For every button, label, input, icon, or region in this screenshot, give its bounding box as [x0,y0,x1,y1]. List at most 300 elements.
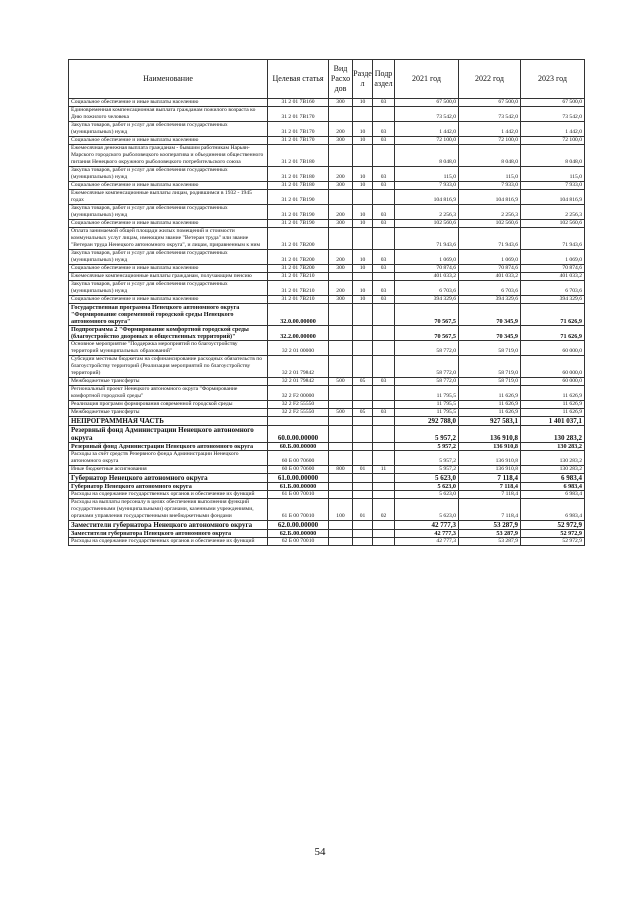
row-target-article: 31 2 01 7В210 [268,281,329,296]
row-expense-type [329,401,353,409]
row-expense-type [329,107,353,122]
table-row [69,145,585,167]
row-value-2022: 58 719,0 [459,356,521,378]
row-subsection [373,483,395,491]
table-row [69,265,585,273]
row-value-2023: 130 283,2 [521,451,585,466]
row-value-2021: 5 623,0 [395,483,459,491]
row-value-2023: 6 983,4 [521,474,585,483]
row-name: Межбюджетные трансферты [69,409,268,417]
row-name: Субсидии местным бюджетам на софинансирование расходных обязательств по благоустройству территорий (Реализация мероприятий по благоустройству территорий) [69,356,268,378]
row-target-article: 31 2 01 7В190 [268,205,329,220]
row-value-2023: 130 283,2 [521,426,585,443]
row-value-2022: 58 719,0 [459,341,521,356]
row-name: Социальное обеспечение и иные выплаты населению [69,265,268,273]
row-value-2021: 394 329,6 [395,296,459,304]
row-target-article: 31 2 01 7В210 [268,296,329,304]
row-expense-type [329,228,353,250]
row-section: 10 [353,265,373,273]
row-expense-type: 300 [329,296,353,304]
row-subsection: 03 [373,99,395,107]
row-subsection [373,107,395,122]
row-value-2023: 6 983,4 [521,483,585,491]
row-subsection: 02 [373,499,395,521]
row-name: Реализация программ формирования современной городской среды [69,401,268,409]
row-value-2021: 102 560,6 [395,220,459,228]
row-subsection: 03 [373,378,395,386]
row-expense-type: 200 [329,250,353,265]
row-section: 10 [353,281,373,296]
table-row [69,281,585,296]
row-value-2021: 71 943,6 [395,228,459,250]
row-value-2022: 70 345,9 [459,326,521,341]
row-subsection [373,417,395,426]
row-name: Расходы на содержание государственных органов и обеспечение их функций [69,491,268,499]
header-expense-type: Вид Расхо дов [329,60,353,99]
row-expense-type [329,521,353,530]
row-target-article: 32 2 F2 00000 [268,386,329,401]
row-subsection [373,443,395,451]
row-name: Ежемесячные компенсационные выплаты лицам, родившимся в 1932 - 1945 годах [69,190,268,205]
table-row [69,122,585,137]
row-value-2022: 136 910,8 [459,451,521,466]
table-header-row [69,60,585,99]
row-subsection: 03 [373,409,395,417]
row-name: Закупка товаров, работ и услуг для обеспечения государственных (муниципальных) нужд [69,250,268,265]
row-value-2023: 60 000,0 [521,356,585,378]
table-row [69,491,585,499]
row-subsection: 03 [373,296,395,304]
row-section [353,341,373,356]
row-section [353,521,373,530]
row-target-article: 31 2 01 7В200 [268,265,329,273]
row-value-2023: 1 401 037,1 [521,417,585,426]
row-value-2023: 8 048,0 [521,145,585,167]
row-value-2023: 11 626,9 [521,401,585,409]
row-expense-type: 300 [329,265,353,273]
table-row [69,386,585,401]
row-name: Заместители губернатора Ненецкого автономного округа [69,530,268,538]
row-name: Заместители губернатора Ненецкого автономного округа [69,521,268,530]
row-subsection [373,341,395,356]
row-subsection: 03 [373,265,395,273]
row-value-2023: 104 816,9 [521,190,585,205]
row-section: 10 [353,205,373,220]
row-subsection [373,451,395,466]
row-target-article: 60.0.00.00000 [268,426,329,443]
row-value-2023: 102 560,6 [521,220,585,228]
row-section: 10 [353,137,373,145]
table-row [69,451,585,466]
row-expense-type [329,326,353,341]
row-subsection: 03 [373,205,395,220]
row-value-2022: 7 118,4 [459,483,521,491]
row-expense-type [329,538,353,546]
table-row [69,443,585,451]
row-name: Основное мероприятие "Поддержка мероприятий по благоустройству территорий муниципальных образований" [69,341,268,356]
row-subsection [373,474,395,483]
row-name: Закупка товаров, работ и услуг для обеспечения государственных (муниципальных) нужд [69,205,268,220]
table-row [69,409,585,417]
row-value-2023: 115,0 [521,167,585,182]
row-value-2022: 7 118,4 [459,499,521,521]
table-row [69,401,585,409]
table-row [69,426,585,443]
row-subsection: 03 [373,220,395,228]
row-subsection [373,356,395,378]
row-name: Губернатор Ненецкого автономного округа [69,483,268,491]
row-value-2022: 102 560,6 [459,220,521,228]
row-subsection [373,273,395,281]
header-name: Наименование [69,60,268,99]
header-target-article: Целевая статья [268,60,329,99]
row-section [353,538,373,546]
row-value-2022: 67 500,0 [459,99,521,107]
row-value-2021: 58 772,0 [395,356,459,378]
row-subsection [373,190,395,205]
row-value-2022: 70 874,6 [459,265,521,273]
row-target-article: 62.Б.00.00000 [268,530,329,538]
row-target-article: 32 2 01 79842 [268,356,329,378]
row-value-2022: 53 287,9 [459,521,521,530]
row-value-2021: 70 567,5 [395,326,459,341]
row-expense-type: 200 [329,281,353,296]
row-value-2021: 2 256,3 [395,205,459,220]
row-value-2022: 6 703,6 [459,281,521,296]
row-expense-type [329,451,353,466]
row-value-2022: 136 910,8 [459,426,521,443]
row-expense-type [329,145,353,167]
table-row [69,205,585,220]
row-expense-type: 200 [329,122,353,137]
row-value-2022: 115,0 [459,167,521,182]
table-row [69,466,585,474]
row-value-2022: 7 118,4 [459,474,521,483]
row-value-2021: 42 777,3 [395,530,459,538]
row-section [353,107,373,122]
table-row [69,273,585,281]
row-name: Ежемесячные компенсационные выплаты гражданам, получающим пенсию [69,273,268,281]
row-value-2022: 136 910,8 [459,443,521,451]
row-value-2023: 60 000,0 [521,378,585,386]
table-row [69,483,585,491]
row-value-2022: 1 442,0 [459,122,521,137]
row-value-2023: 130 283,2 [521,466,585,474]
row-name: Региональный проект Ненецкого автономного округа "Формирование комфортной городской среды" [69,386,268,401]
row-target-article: 32 2 F2 55550 [268,401,329,409]
row-value-2023: 71 943,6 [521,228,585,250]
row-subsection: 03 [373,250,395,265]
row-target-article: 32.2.00.00000 [268,326,329,341]
row-section [353,474,373,483]
row-value-2023: 11 626,9 [521,409,585,417]
row-name: Социальное обеспечение и иные выплаты населению [69,182,268,190]
row-subsection [373,521,395,530]
row-target-article: 60 Б 00 70600 [268,466,329,474]
row-name: Иные бюджетные ассигнования [69,466,268,474]
row-subsection [373,491,395,499]
row-value-2023: 52 972,9 [521,530,585,538]
row-target-article: 31 2 01 7В180 [268,182,329,190]
row-target-article: 32.0.00.00000 [268,304,329,326]
page-number: 54 [314,846,326,858]
row-value-2021: 11 795,5 [395,409,459,417]
row-value-2023: 71 626,9 [521,304,585,326]
row-value-2022: 53 287,9 [459,530,521,538]
row-value-2021: 8 048,0 [395,145,459,167]
row-value-2021: 6 703,6 [395,281,459,296]
row-name: НЕПРОГРАММНАЯ ЧАСТЬ [69,417,268,426]
row-target-article: 32 2 01 00000 [268,341,329,356]
row-value-2022: 927 583,1 [459,417,521,426]
row-value-2021: 70 567,5 [395,304,459,326]
row-section [353,304,373,326]
row-value-2022: 2 256,3 [459,205,521,220]
row-value-2021: 5 623,0 [395,499,459,521]
row-section [353,228,373,250]
row-section: 01 [353,466,373,474]
row-expense-type [329,474,353,483]
header-section: Разде л [353,60,373,99]
row-expense-type: 500 [329,409,353,417]
row-value-2022: 73 542,0 [459,107,521,122]
row-name: Расходы на выплаты персоналу в целях обеспечения выполнения функций государственными (муниципальными) органами, казенными учреждениями, органами управления государственными внебюджетными фондами [69,499,268,521]
row-subsection: 03 [373,182,395,190]
table-row [69,521,585,530]
row-section [353,273,373,281]
row-value-2022: 58 719,0 [459,378,521,386]
row-value-2022: 70 345,9 [459,304,521,326]
row-value-2022: 72 100,0 [459,137,521,145]
row-name: Расходы на содержание государственных органов и обеспечение их функций [69,538,268,546]
row-section [353,417,373,426]
row-subsection [373,304,395,326]
row-section [353,190,373,205]
row-expense-type: 800 [329,466,353,474]
row-value-2022: 8 048,0 [459,145,521,167]
row-section: 10 [353,296,373,304]
row-value-2021: 11 795,5 [395,401,459,409]
header-year-2023: 2023 год [521,60,585,99]
budget-table [68,59,585,546]
row-expense-type [329,386,353,401]
row-name: Расходы за счёт средств Резервного фонда Администрации Ненецкого автономного округа [69,451,268,466]
row-expense-type [329,304,353,326]
row-value-2023: 394 329,6 [521,296,585,304]
row-value-2021: 292 788,0 [395,417,459,426]
row-value-2023: 130 283,2 [521,443,585,451]
row-name: Оплата занимаемой общей площади жилых помещений и стоимости коммунальных услуг лицам, имеющим звание "Ветеран труда" или звание "Ветеран труда Ненецкого автономного округа", и лицам, приравненным к ним [69,228,268,250]
row-value-2022: 11 626,9 [459,409,521,417]
row-value-2022: 104 816,9 [459,190,521,205]
row-expense-type [329,417,353,426]
row-value-2023: 52 972,9 [521,538,585,546]
row-expense-type [329,483,353,491]
header-subsection: Подр аздел [373,60,395,99]
table-row [69,341,585,356]
row-value-2021: 5 957,2 [395,426,459,443]
row-name: Государственная программа Ненецкого автономного округа "Формирование современной городской среды Ненецкого автономного округа" [69,304,268,326]
table-row [69,326,585,341]
row-target-article: 32 2 01 79842 [268,378,329,386]
row-target-article: 60.Б.00.00000 [268,443,329,451]
row-value-2021: 70 874,6 [395,265,459,273]
table-row [69,99,585,107]
row-value-2023: 2 256,3 [521,205,585,220]
row-target-article: 60 Б 00 70600 [268,451,329,466]
row-expense-type: 300 [329,137,353,145]
row-value-2021: 58 772,0 [395,378,459,386]
row-section [353,426,373,443]
row-name: Ежемесячная денежная выплата гражданам - бывшим работникам Нарьян-Марского городского рыболовецкого кооператива и объединения общественного питания Ненецкого окружного рыболовецкого потребительского союза [69,145,268,167]
row-subsection [373,401,395,409]
row-value-2021: 42 777,3 [395,538,459,546]
row-value-2021: 58 772,0 [395,341,459,356]
row-value-2022: 11 626,9 [459,386,521,401]
row-value-2021: 401 033,2 [395,273,459,281]
row-value-2021: 5 623,0 [395,491,459,499]
row-value-2023: 1 442,0 [521,122,585,137]
row-name: Межбюджетные трансферты [69,378,268,386]
row-expense-type: 300 [329,99,353,107]
row-section [353,451,373,466]
row-target-article: 31 2 01 7В190 [268,190,329,205]
row-value-2023: 11 626,9 [521,386,585,401]
row-expense-type: 300 [329,182,353,190]
row-subsection: 03 [373,281,395,296]
table-row [69,296,585,304]
row-name: Резервный фонд Администрации Ненецкого автономного округа [69,443,268,451]
table-row [69,182,585,190]
row-value-2023: 60 000,0 [521,341,585,356]
row-name: Социальное обеспечение и иные выплаты населению [69,296,268,304]
row-value-2021: 5 957,2 [395,451,459,466]
row-expense-type [329,341,353,356]
row-target-article: 31 2 01 7В200 [268,228,329,250]
table-row [69,220,585,228]
row-value-2022: 71 943,6 [459,228,521,250]
row-expense-type [329,356,353,378]
row-section [353,443,373,451]
row-subsection [373,426,395,443]
row-expense-type [329,443,353,451]
row-target-article [268,417,329,426]
row-value-2022: 7 118,4 [459,491,521,499]
row-target-article: 61 Б 00 70010 [268,491,329,499]
row-name: Социальное обеспечение и иные выплаты населению [69,220,268,228]
row-section: 05 [353,378,373,386]
row-value-2023: 6 983,4 [521,499,585,521]
row-target-article: 61 Б 00 70010 [268,499,329,521]
row-expense-type [329,530,353,538]
row-subsection: 11 [373,466,395,474]
row-section [353,145,373,167]
row-value-2022: 1 069,0 [459,250,521,265]
row-value-2022: 53 287,9 [459,538,521,546]
row-name: Подпрограмма 2 "Формирование комфортной городской среды (благоустройство дворовых и общественных территорий)" [69,326,268,341]
row-value-2021: 72 100,0 [395,137,459,145]
row-subsection: 03 [373,122,395,137]
row-expense-type [329,426,353,443]
row-section: 01 [353,499,373,521]
row-value-2021: 73 542,0 [395,107,459,122]
row-name: Губернатор Ненецкого автономного округа [69,474,268,483]
header-year-2021: 2021 год [395,60,459,99]
row-section: 10 [353,122,373,137]
row-name: Социальное обеспечение и иные выплаты населению [69,99,268,107]
table-row [69,304,585,326]
row-value-2023: 7 933,0 [521,182,585,190]
row-name: Резервный фонд Администрации Ненецкого автономного округа [69,426,268,443]
row-expense-type [329,190,353,205]
row-name: Закупка товаров, работ и услуг для обеспечения государственных (муниципальных) нужд [69,122,268,137]
table-row [69,190,585,205]
table-row [69,530,585,538]
row-value-2021: 42 777,3 [395,521,459,530]
row-value-2022: 11 626,9 [459,401,521,409]
row-expense-type [329,491,353,499]
row-value-2023: 401 033,2 [521,273,585,281]
row-section: 10 [353,182,373,190]
row-value-2021: 5 957,2 [395,443,459,451]
row-section [353,356,373,378]
row-value-2023: 70 874,6 [521,265,585,273]
row-subsection [373,530,395,538]
row-name: Социальное обеспечение и иные выплаты населению [69,137,268,145]
row-value-2023: 1 069,0 [521,250,585,265]
row-target-article: 31 2 01 7В190 [268,220,329,228]
table-row [69,417,585,426]
row-value-2023: 52 972,9 [521,521,585,530]
row-expense-type: 500 [329,378,353,386]
row-target-article: 31 2 01 7В180 [268,145,329,167]
row-value-2022: 7 933,0 [459,182,521,190]
row-value-2021: 67 500,0 [395,99,459,107]
table-row [69,378,585,386]
table-row [69,107,585,122]
row-target-article: 62.0.00.00000 [268,521,329,530]
row-expense-type: 100 [329,499,353,521]
row-subsection [373,386,395,401]
row-subsection [373,538,395,546]
row-target-article: 31 2 01 7В170 [268,107,329,122]
table-row [69,137,585,145]
row-expense-type: 200 [329,167,353,182]
row-section: 10 [353,220,373,228]
row-expense-type [329,273,353,281]
row-target-article: 31 2 01 7В200 [268,250,329,265]
table-row [69,474,585,483]
row-name: Единовременная компенсационная выплата гражданам пожилого возраста ко Дню пожилого человека [69,107,268,122]
row-target-article: 31 2 01 7В170 [268,122,329,137]
header-year-2022: 2022 год [459,60,521,99]
row-name: Закупка товаров, работ и услуг для обеспечения государственных (муниципальных) нужд [69,167,268,182]
row-subsection [373,145,395,167]
table-row [69,167,585,182]
row-target-article: 31 2 01 7В170 [268,137,329,145]
row-target-article: 31 2 01 7В160 [268,99,329,107]
row-section [353,326,373,341]
row-expense-type: 300 [329,220,353,228]
row-section [353,483,373,491]
table-row [69,356,585,378]
row-section: 10 [353,250,373,265]
row-target-article: 61.0.00.00000 [268,474,329,483]
row-value-2023: 73 542,0 [521,107,585,122]
row-value-2023: 72 100,0 [521,137,585,145]
row-section [353,491,373,499]
row-target-article: 32 2 F2 55550 [268,409,329,417]
